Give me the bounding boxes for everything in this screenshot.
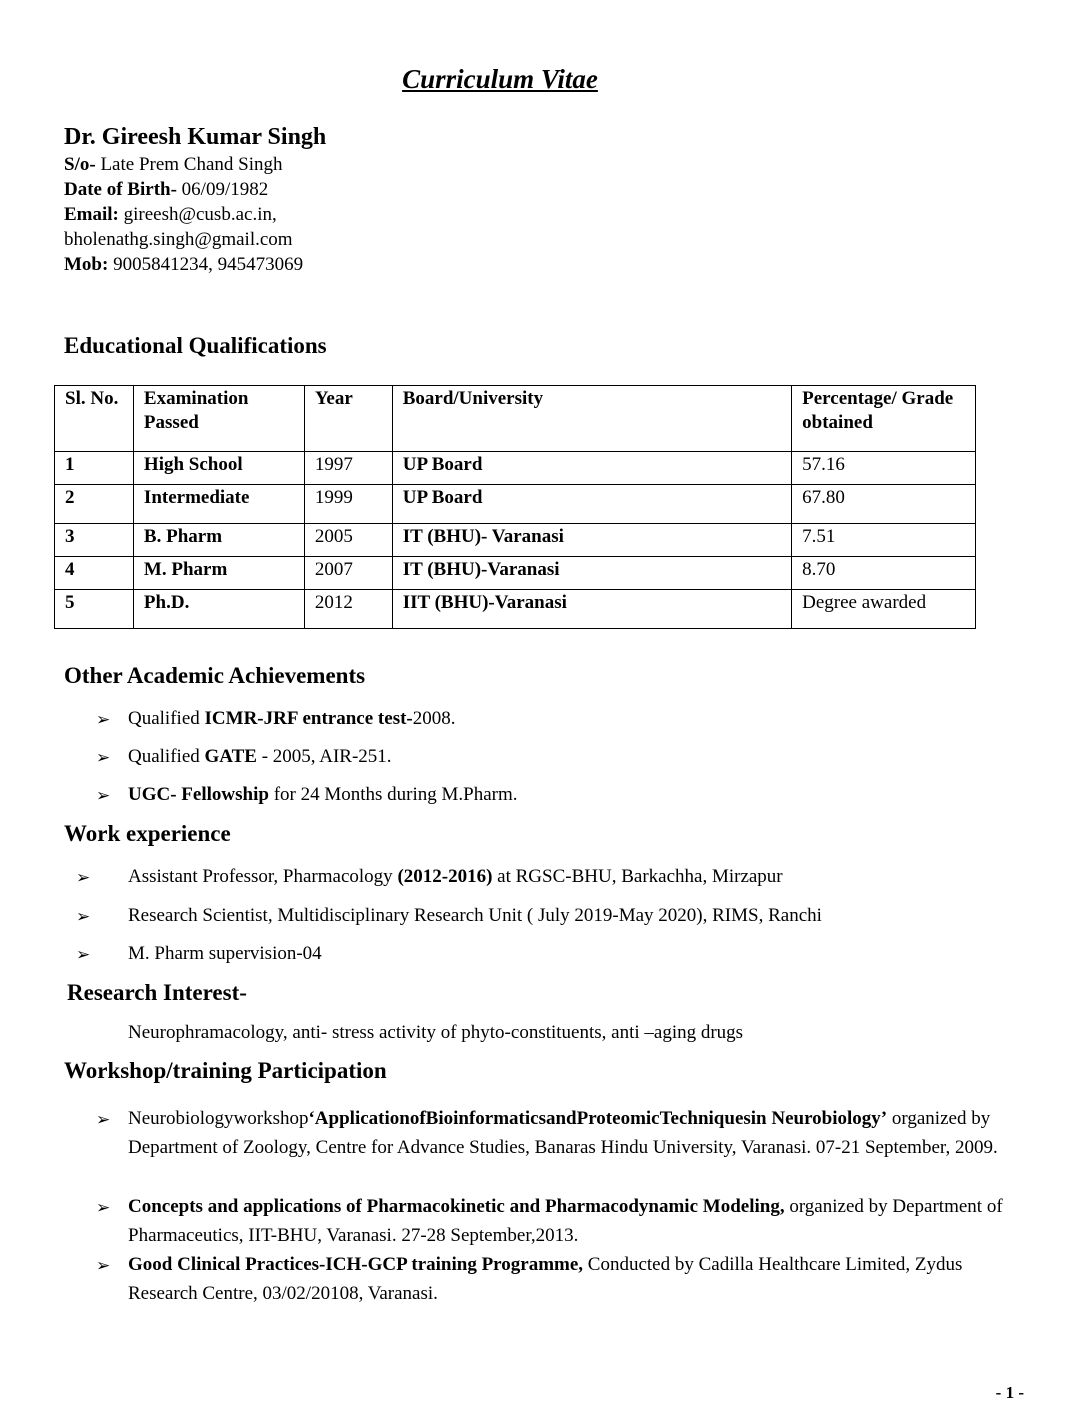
- dob-label: Date of Birth-: [64, 179, 177, 200]
- mobile-line: [64, 252, 303, 277]
- work-text: at RGSC-BHU, Barkachha, Mirzapur: [492, 866, 783, 887]
- research-text: Neurophramacology, anti- stress activity of phyto-constituents, anti –aging drugs: [128, 1022, 744, 1043]
- dob-value: 06/09/1982: [176, 179, 269, 200]
- arrow-bullet-icon: ➢: [96, 748, 111, 767]
- cell-examination: M. Pharm: [133, 557, 304, 590]
- cell-year: 1997: [304, 452, 392, 485]
- table-row: [55, 452, 976, 485]
- table-row: [55, 590, 976, 629]
- cell-board: UP Board: [392, 452, 791, 485]
- education-heading: Educational Qualifications: [64, 333, 327, 358]
- cell-percentage: 8.70: [792, 557, 976, 590]
- cell-examination: High School: [133, 452, 304, 485]
- work-bold: (2012-2016): [397, 866, 493, 887]
- header-board: Board/University: [392, 386, 791, 452]
- achievement-item: [128, 704, 456, 733]
- achievement-bold: GATE: [204, 746, 257, 767]
- cell-sl-no: 5: [55, 590, 134, 629]
- arrow-bullet-icon: ➢: [96, 1110, 111, 1129]
- header-examination: Examination Passed: [133, 386, 304, 452]
- arrow-bullet-icon: ➢: [76, 945, 91, 964]
- workshop-text: Neurobiologyworkshop: [128, 1108, 309, 1129]
- work-text: M. Pharm supervision-04: [128, 943, 322, 964]
- workshop-bold: Concepts and applications of Pharmacokinetic and Pharmacodynamic Modeling,: [128, 1196, 785, 1217]
- cell-percentage: Degree awarded: [792, 590, 976, 629]
- header-sl-no: Sl. No.: [55, 386, 134, 452]
- work-item: [128, 939, 322, 968]
- work-item: [128, 901, 822, 930]
- document-title: Curriculum Vitae: [402, 64, 598, 94]
- arrow-bullet-icon: ➢: [96, 1256, 111, 1275]
- cell-board: IT (BHU)-Varanasi: [392, 557, 791, 590]
- cell-board: IIT (BHU)-Varanasi: [392, 590, 791, 629]
- arrow-bullet-icon: ➢: [76, 868, 91, 887]
- work-text: Assistant Professor, Pharmacology: [128, 866, 398, 887]
- achievement-bold: ICMR-JRF entrance test-: [204, 708, 413, 729]
- workshop-text: organized by Department of Pharmaceutics, IIT-BHU, Varanasi. 27-28 September,2013.: [128, 1196, 1003, 1246]
- email-label: Email:: [64, 204, 119, 225]
- cell-examination: B. Pharm: [133, 524, 304, 557]
- research-heading: Research Interest-: [67, 980, 247, 1005]
- achievement-text: 2008.: [412, 708, 456, 729]
- achievement-item: [128, 742, 392, 771]
- achievement-text: Qualified: [128, 746, 205, 767]
- workshop-bold: Good Clinical Practices-ICH-GCP training Programme,: [128, 1254, 584, 1275]
- workshop-heading: Workshop/training Participation: [64, 1058, 387, 1083]
- cell-percentage: 67.80: [792, 485, 976, 524]
- email-line: [64, 202, 277, 227]
- header-year: Year: [304, 386, 392, 452]
- parent-label: S/o-: [64, 154, 96, 175]
- cell-year: 1999: [304, 485, 392, 524]
- mobile-label: Mob:: [64, 254, 109, 275]
- work-item: [128, 862, 783, 891]
- table-row: [55, 524, 976, 557]
- arrow-bullet-icon: ➢: [76, 907, 91, 926]
- parent-line: [64, 152, 283, 177]
- workshop-bold: ‘ApplicationofBioinformaticsandProteomicTechniquesin Neurobiology’: [308, 1108, 888, 1129]
- email-value-2: bholenathg.singh@gmail.com: [64, 229, 293, 250]
- cell-percentage: 57.16: [792, 452, 976, 485]
- header-percentage: Percentage/ Grade obtained: [792, 386, 976, 452]
- parent-value: Late Prem Chand Singh: [95, 154, 283, 175]
- workshop-item: [128, 1250, 988, 1308]
- cell-percentage: 7.51: [792, 524, 976, 557]
- email-line-2: [64, 227, 293, 252]
- workshop-text: organized by Department of Zoology, Centre for Advance Studies, Banaras Hindu University, Varanasi. 07-21 September, 2009.: [128, 1108, 998, 1158]
- table-row: [55, 557, 976, 590]
- cell-examination: Intermediate: [133, 485, 304, 524]
- email-value-1: gireesh@cusb.ac.in,: [118, 204, 277, 225]
- workshop-text: Conducted by Cadilla Healthcare Limited, Zydus Research Centre, 03/02/20108, Varanasi.: [128, 1254, 963, 1304]
- achievements-heading: Other Academic Achievements: [64, 663, 366, 688]
- workshop-item: [128, 1192, 1028, 1250]
- achievement-text: for 24 Months during M.Pharm.: [268, 784, 518, 805]
- education-header-row: [55, 386, 976, 452]
- achievement-bold: UGC- Fellowship: [128, 784, 269, 805]
- achievement-text: Qualified: [128, 708, 205, 729]
- cell-sl-no: 3: [55, 524, 134, 557]
- candidate-name: Dr. Gireesh Kumar Singh: [64, 124, 327, 150]
- cell-sl-no: 2: [55, 485, 134, 524]
- mobile-value: 9005841234, 945473069: [108, 254, 304, 275]
- work-text: Research Scientist, Multidisciplinary Research Unit ( July 2019-May 2020), RIMS, Ranchi: [128, 905, 822, 926]
- cell-year: 2007: [304, 557, 392, 590]
- cell-board: UP Board: [392, 485, 791, 524]
- arrow-bullet-icon: ➢: [96, 710, 111, 729]
- work-heading: Work experience: [64, 821, 231, 846]
- table-row: [55, 485, 976, 524]
- arrow-bullet-icon: ➢: [96, 786, 111, 805]
- dob-line: [64, 177, 268, 202]
- cell-sl-no: 1: [55, 452, 134, 485]
- arrow-bullet-icon: ➢: [96, 1198, 111, 1217]
- workshop-item: [128, 1104, 1008, 1162]
- cell-year: 2012: [304, 590, 392, 629]
- cell-board: IT (BHU)- Varanasi: [392, 524, 791, 557]
- cell-year: 2005: [304, 524, 392, 557]
- achievement-item: [128, 780, 518, 809]
- cell-sl-no: 4: [55, 557, 134, 590]
- achievement-text: - 2005, AIR-251.: [256, 746, 392, 767]
- page-number: - 1 -: [995, 1383, 1024, 1402]
- cell-examination: Ph.D.: [133, 590, 304, 629]
- education-table: [54, 385, 976, 629]
